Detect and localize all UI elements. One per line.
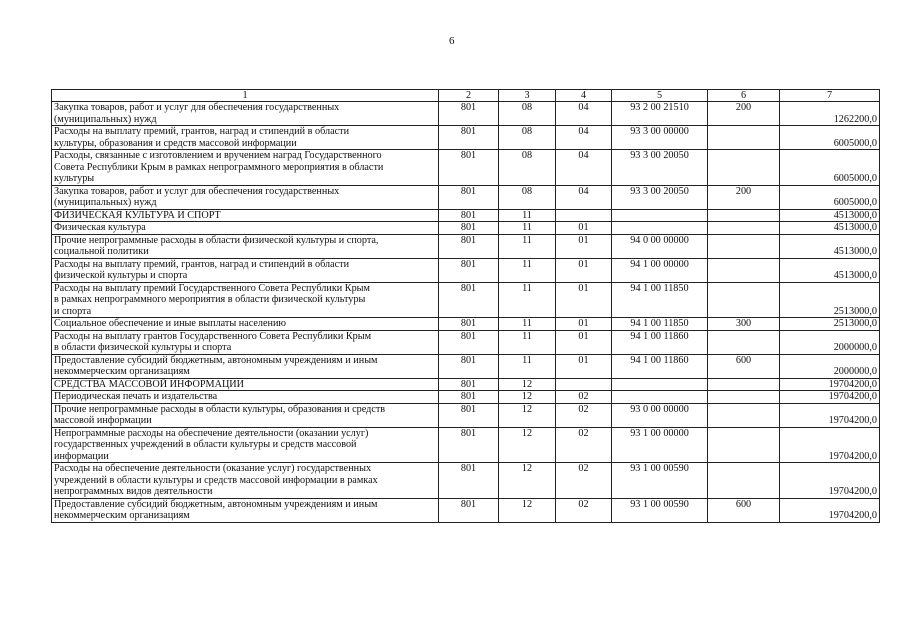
expense-name-line: Физическая культура xyxy=(54,222,146,233)
expense-name-line: Расходы на выплату премий Государственного Совета Республики Крым xyxy=(54,282,370,294)
section-code-cell: 11 xyxy=(499,282,556,318)
amount-cell: 4513000,0 xyxy=(780,258,880,282)
table-row xyxy=(52,258,880,282)
expense-name-line: в рамках непрограммного мероприятия в области физической культуры xyxy=(54,294,366,305)
table-row xyxy=(52,330,880,354)
expense-name-cell xyxy=(52,378,439,391)
expense-type-cell xyxy=(708,282,780,318)
column-header: 6 xyxy=(708,90,780,102)
section-code-cell: 11 xyxy=(499,222,556,235)
amount-cell: 19704200,0 xyxy=(780,403,880,427)
subsection-code-cell: 02 xyxy=(556,463,612,499)
expense-name-line: Совета Республики Крым в рамках непрограммного мероприятия в области xyxy=(54,161,384,173)
expense-name-cell xyxy=(52,258,439,282)
expense-name-line: Расходы на обеспечение деятельности (оказание услуг) государственных xyxy=(54,463,372,474)
table-row xyxy=(52,234,880,258)
expense-name-line: некоммерческим организациям xyxy=(54,510,190,521)
subsection-code-cell: 01 xyxy=(556,282,612,318)
table-row xyxy=(52,498,880,522)
subsection-code-cell: 01 xyxy=(556,354,612,378)
expense-type-cell xyxy=(708,391,780,404)
expense-name-line: Расходы на выплату грантов Государственного Совета Республики Крым xyxy=(54,330,372,342)
expense-type-cell xyxy=(708,258,780,282)
target-article-cell: 94 1 00 11860 xyxy=(612,354,708,378)
expense-type-cell: 300 xyxy=(708,318,780,331)
section-code-cell: 11 xyxy=(499,234,556,258)
table-row xyxy=(52,209,880,222)
amount-cell: 19704200,0 xyxy=(780,427,880,463)
subsection-code-cell: 01 xyxy=(556,222,612,235)
column-header: 4 xyxy=(556,90,612,102)
table-row xyxy=(52,391,880,404)
expense-name-cell xyxy=(52,318,439,331)
target-article-cell: 93 0 00 00000 xyxy=(612,403,708,427)
expense-name-line: массовой информации xyxy=(54,415,152,426)
expense-name-line: культуры, образования и средств массовой информации xyxy=(54,137,297,149)
expense-name-line: Расходы на выплату премий, грантов, наград и стипендий в области xyxy=(54,258,350,270)
expense-name-line: культуры xyxy=(54,173,95,184)
expense-type-cell xyxy=(708,234,780,258)
target-article-cell: 93 3 00 00000 xyxy=(612,126,708,150)
table-row xyxy=(52,354,880,378)
section-code-cell: 11 xyxy=(499,258,556,282)
expense-name-line: (муниципальных) нужд xyxy=(54,197,157,208)
table-row xyxy=(52,102,880,126)
expense-type-cell xyxy=(708,126,780,150)
subsection-code-cell: 01 xyxy=(556,318,612,331)
table-row xyxy=(52,318,880,331)
target-article-cell: 94 1 00 11850 xyxy=(612,318,708,331)
expense-name-line: Непрограммные расходы на обеспечение деятельности (оказании услуг) xyxy=(54,427,369,439)
target-article-cell: 93 1 00 00590 xyxy=(612,498,708,522)
expense-name-cell xyxy=(52,403,439,427)
amount-cell: 2000000,0 xyxy=(780,354,880,378)
subsection-code-cell: 01 xyxy=(556,330,612,354)
subsection-code-cell: 02 xyxy=(556,403,612,427)
expense-name-line: Расходы, связанные с изготовлением и вручением наград Государственного xyxy=(54,150,382,161)
department-code-cell: 801 xyxy=(439,150,499,186)
column-header: 3 xyxy=(499,90,556,102)
section-code-cell: 08 xyxy=(499,126,556,150)
amount-cell: 6005000,0 xyxy=(780,126,880,150)
target-article-cell xyxy=(612,209,708,222)
amount-cell: 4513000,0 xyxy=(780,209,880,222)
expense-name-line: СРЕДСТВА МАССОВОЙ ИНФОРМАЦИИ xyxy=(54,378,245,390)
section-code-cell: 08 xyxy=(499,185,556,209)
subsection-code-cell: 01 xyxy=(556,258,612,282)
expense-name-line: учреждений в области культуры и средств массовой информации в рамках xyxy=(54,474,378,486)
expense-name-cell xyxy=(52,102,439,126)
expense-name-line: Закупка товаров, работ и услуг для обеспечения государственных xyxy=(54,102,340,113)
amount-cell: 6005000,0 xyxy=(780,185,880,209)
amount-cell: 6005000,0 xyxy=(780,150,880,186)
subsection-code-cell: 04 xyxy=(556,185,612,209)
target-article-cell: 94 0 00 00000 xyxy=(612,234,708,258)
expense-type-cell xyxy=(708,378,780,391)
subsection-code-cell: 04 xyxy=(556,102,612,126)
subsection-code-cell: 02 xyxy=(556,391,612,404)
amount-cell: 19704200,0 xyxy=(780,391,880,404)
expense-name-cell xyxy=(52,209,439,222)
expense-name-line: Прочие непрограммные расходы в области культуры, образования и средств xyxy=(54,403,386,415)
expense-type-cell xyxy=(708,330,780,354)
department-code-cell: 801 xyxy=(439,391,499,404)
department-code-cell: 801 xyxy=(439,102,499,126)
table-row xyxy=(52,427,880,463)
expense-name-cell xyxy=(52,354,439,378)
expense-name-line: Периодическая печать и издательства xyxy=(54,391,218,402)
department-code-cell: 801 xyxy=(439,222,499,235)
subsection-code-cell: 04 xyxy=(556,126,612,150)
amount-cell: 19704200,0 xyxy=(780,463,880,499)
amount-cell: 19704200,0 xyxy=(780,498,880,522)
expense-name-cell xyxy=(52,330,439,354)
subsection-code-cell: 02 xyxy=(556,498,612,522)
column-number-row xyxy=(52,90,880,102)
section-code-cell: 11 xyxy=(499,330,556,354)
expense-name-line: Прочие непрограммные расходы в области физической культуры и спорта, xyxy=(54,234,379,246)
expense-type-cell xyxy=(708,463,780,499)
expense-name-cell xyxy=(52,150,439,186)
expense-name-line: Предоставление субсидий бюджетным, автономным учреждениям и иным xyxy=(54,498,378,510)
expense-name-cell xyxy=(52,463,439,499)
section-code-cell: 08 xyxy=(499,150,556,186)
target-article-cell: 93 1 00 00000 xyxy=(612,427,708,463)
department-code-cell: 801 xyxy=(439,330,499,354)
section-code-cell: 12 xyxy=(499,391,556,404)
expense-name-line: Предоставление субсидий бюджетным, автономным учреждениям и иным xyxy=(54,354,378,366)
expense-name-line: социальной политики xyxy=(54,246,149,257)
target-article-cell xyxy=(612,378,708,391)
section-code-cell: 12 xyxy=(499,498,556,522)
amount-cell: 4513000,0 xyxy=(780,234,880,258)
section-code-cell: 12 xyxy=(499,403,556,427)
expense-name-cell xyxy=(52,234,439,258)
department-code-cell: 801 xyxy=(439,126,499,150)
department-code-cell: 801 xyxy=(439,403,499,427)
expense-type-cell: 200 xyxy=(708,185,780,209)
target-article-cell: 94 1 00 11850 xyxy=(612,282,708,318)
subsection-code-cell xyxy=(556,378,612,391)
budget-table xyxy=(51,89,880,523)
expense-type-cell xyxy=(708,209,780,222)
department-code-cell: 801 xyxy=(439,378,499,391)
expense-name-cell xyxy=(52,498,439,522)
table-row xyxy=(52,403,880,427)
department-code-cell: 801 xyxy=(439,234,499,258)
column-header: 2 xyxy=(439,90,499,102)
table-row xyxy=(52,126,880,150)
department-code-cell: 801 xyxy=(439,463,499,499)
target-article-cell: 93 1 00 00590 xyxy=(612,463,708,499)
target-article-cell: 94 1 00 00000 xyxy=(612,258,708,282)
target-article-cell: 94 1 00 11860 xyxy=(612,330,708,354)
expense-name-line: (муниципальных) нужд xyxy=(54,113,157,125)
section-code-cell: 08 xyxy=(499,102,556,126)
subsection-code-cell: 04 xyxy=(556,150,612,186)
expense-name-line: и спорта xyxy=(54,305,92,317)
expense-type-cell: 200 xyxy=(708,102,780,126)
section-code-cell: 11 xyxy=(499,318,556,331)
table-row xyxy=(52,222,880,235)
amount-cell: 2513000,0 xyxy=(780,318,880,331)
amount-cell: 2000000,0 xyxy=(780,330,880,354)
table-row xyxy=(52,185,880,209)
column-header: 5 xyxy=(612,90,708,102)
expense-name-line: Закупка товаров, работ и услуг для обеспечения государственных xyxy=(54,185,340,197)
expense-type-cell xyxy=(708,427,780,463)
expense-type-cell xyxy=(708,150,780,186)
amount-cell: 19704200,0 xyxy=(780,378,880,391)
department-code-cell: 801 xyxy=(439,427,499,463)
section-code-cell: 12 xyxy=(499,378,556,391)
expense-name-cell xyxy=(52,427,439,463)
target-article-cell: 93 3 00 20050 xyxy=(612,185,708,209)
expense-type-cell xyxy=(708,222,780,235)
amount-cell: 4513000,0 xyxy=(780,222,880,235)
department-code-cell: 801 xyxy=(439,354,499,378)
target-article-cell xyxy=(612,391,708,404)
section-code-cell: 11 xyxy=(499,209,556,222)
expense-type-cell xyxy=(708,403,780,427)
expense-name-line: Социальное обеспечение и иные выплаты населению xyxy=(54,318,287,329)
expense-name-cell xyxy=(52,391,439,404)
department-code-cell: 801 xyxy=(439,318,499,331)
table-row xyxy=(52,378,880,391)
department-code-cell: 801 xyxy=(439,282,499,318)
table-row xyxy=(52,282,880,318)
department-code-cell: 801 xyxy=(439,185,499,209)
subsection-code-cell xyxy=(556,209,612,222)
expense-name-line: в области физической культуры и спорта xyxy=(54,342,232,353)
expense-type-cell: 600 xyxy=(708,498,780,522)
department-code-cell: 801 xyxy=(439,498,499,522)
expense-name-line: ФИЗИЧЕСКАЯ КУЛЬТУРА И СПОРТ xyxy=(54,209,221,221)
expense-name-cell xyxy=(52,222,439,235)
expense-name-line: Расходы на выплату премий, грантов, наград и стипендий в области xyxy=(54,126,350,137)
target-article-cell xyxy=(612,222,708,235)
amount-cell: 2513000,0 xyxy=(780,282,880,318)
target-article-cell: 93 3 00 20050 xyxy=(612,150,708,186)
expense-name-line: физической культуры и спорта xyxy=(54,270,188,281)
column-header: 7 xyxy=(780,90,880,102)
expense-type-cell: 600 xyxy=(708,354,780,378)
section-code-cell: 12 xyxy=(499,427,556,463)
target-article-cell: 93 2 00 21510 xyxy=(612,102,708,126)
expense-name-cell xyxy=(52,126,439,150)
expense-name-cell xyxy=(52,282,439,318)
page-number: 6 xyxy=(449,35,455,47)
table-row xyxy=(52,150,880,186)
expense-name-line: государственных учреждений в области культуры и средств массовой xyxy=(54,439,357,450)
expense-name-line: информации xyxy=(54,450,109,462)
expense-name-cell xyxy=(52,185,439,209)
department-code-cell: 801 xyxy=(439,209,499,222)
expense-name-line: некоммерческим организациям xyxy=(54,366,190,377)
section-code-cell: 11 xyxy=(499,354,556,378)
amount-cell: 1262200,0 xyxy=(780,102,880,126)
column-header: 1 xyxy=(52,90,439,102)
expense-name-line: непрограммных видов деятельности xyxy=(54,486,213,497)
table-row xyxy=(52,463,880,499)
subsection-code-cell: 02 xyxy=(556,427,612,463)
department-code-cell: 801 xyxy=(439,258,499,282)
subsection-code-cell: 01 xyxy=(556,234,612,258)
section-code-cell: 12 xyxy=(499,463,556,499)
